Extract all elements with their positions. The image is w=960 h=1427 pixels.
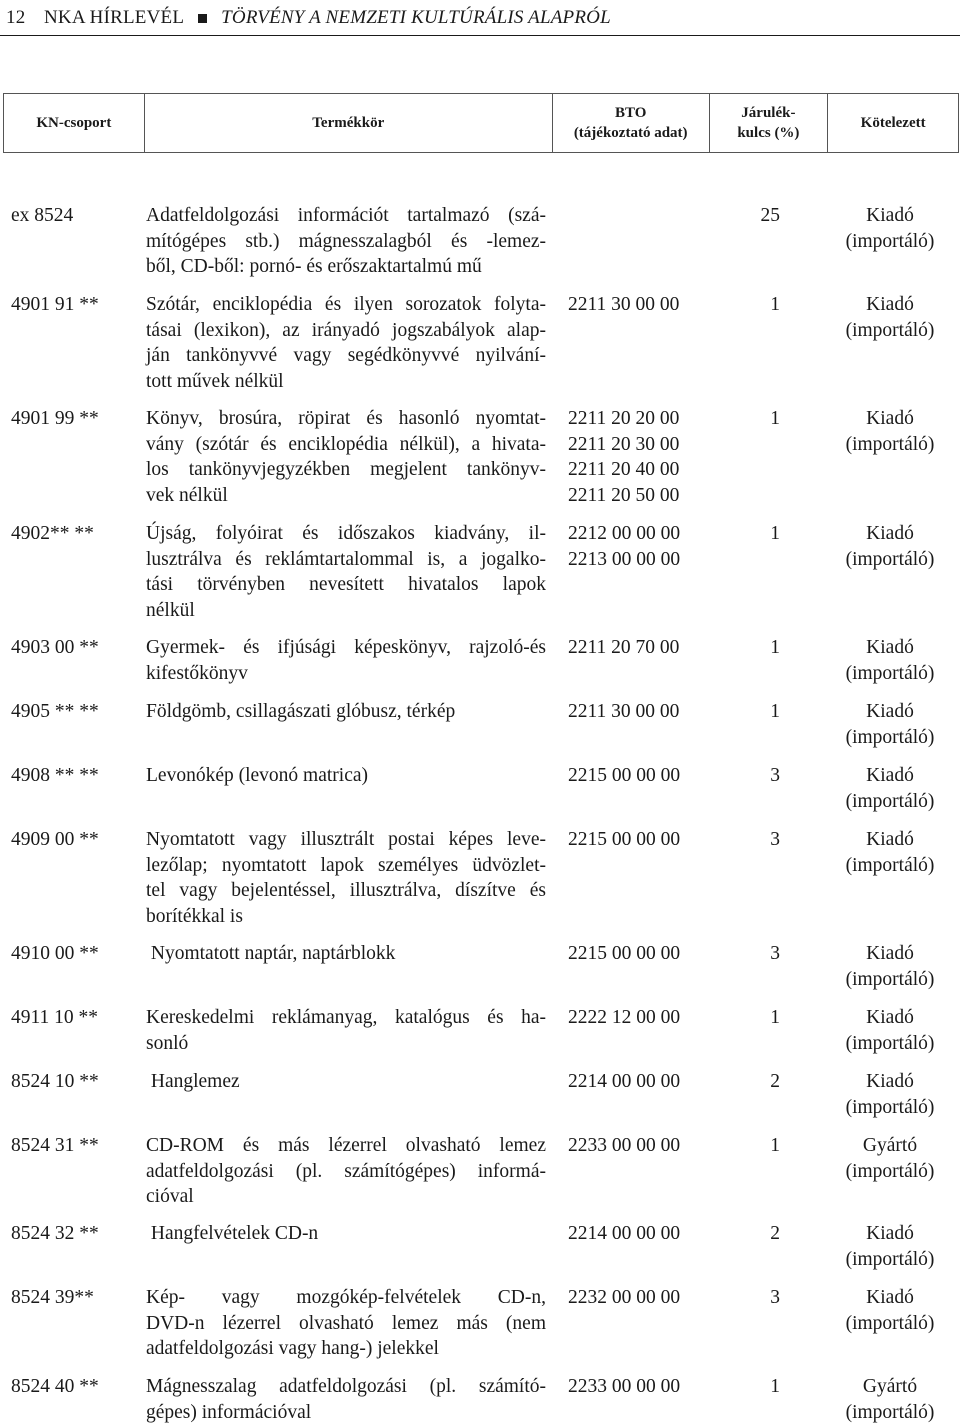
contribution-rate: 2	[770, 1071, 780, 1092]
col-termekkor: Termékkör	[145, 94, 553, 152]
obligated-party-line: Kiadó	[866, 829, 914, 850]
description-line: Mágnesszalag adatfeldolgozási (pl. számító-	[146, 1376, 546, 1397]
obligated-party-line: (importáló)	[845, 726, 935, 748]
kn-code: 8524 40 **	[11, 1376, 99, 1397]
obligated-party-line: Gyártó	[862, 1135, 918, 1156]
contribution-rate: 3	[770, 765, 780, 786]
bto-codes	[568, 521, 698, 572]
description-line: lusztrálva és reklámtartalommal is, a jogalko-	[146, 548, 546, 570]
description-line: Gyermek- és ifjúsági képeskönyv, rajzoló-és	[146, 637, 546, 658]
kn-code: ex 8524	[11, 205, 74, 226]
contribution-rate: 1	[770, 1135, 780, 1156]
bto-code: 2215 00 00 00	[568, 943, 681, 964]
product-description	[146, 1133, 546, 1210]
bto-code: 2232 00 00 00	[568, 1287, 681, 1308]
obligated-party	[820, 203, 960, 254]
description-line: borítékkal is	[146, 905, 243, 927]
obligated-party-line: (importáló)	[845, 1248, 935, 1270]
obligated-party	[820, 763, 960, 814]
description-line: Nyomtatott vagy illusztrált postai képes leve-	[146, 829, 546, 850]
bto-code: 2214 00 00 00	[568, 1223, 681, 1244]
description-line: tel vagy bejelentéssel, illusztrálva, díszítve és	[146, 880, 546, 901]
bto-codes	[568, 1221, 698, 1247]
description-line: vek nélkül	[146, 484, 228, 506]
contribution-rate: 1	[770, 701, 780, 722]
description-line: los tankönyvjegyzékben megjelent tankönyv-	[146, 459, 546, 480]
product-description	[146, 1374, 546, 1425]
obligated-party-line: Kiadó	[866, 1223, 914, 1244]
description-line: DVD-n lézerrel olvasható lemez más (nem	[146, 1312, 546, 1334]
product-description	[146, 635, 546, 686]
obligated-party	[820, 1069, 960, 1120]
description-line: gépes) információval	[146, 1401, 312, 1423]
obligated-party	[820, 292, 960, 343]
bto-codes	[568, 635, 698, 661]
header-divider	[0, 35, 960, 36]
product-description	[146, 406, 546, 508]
obligated-party-line: Kiadó	[866, 701, 914, 722]
obligated-party-line: (importáló)	[845, 1312, 935, 1334]
obligated-party-line: Gyártó	[862, 1376, 918, 1397]
description-line: tásai (lexikon), az irányadó jogszabályok alap-	[146, 319, 546, 341]
bto-code: 2233 00 00 00	[568, 1135, 681, 1156]
description-line: Levonókép (levonó matrica)	[146, 765, 368, 786]
bto-code: 2211 30 00 00	[568, 701, 680, 722]
kn-code: 4908 ** **	[11, 765, 99, 786]
bto-code: 2233 00 00 00	[568, 1376, 681, 1397]
contribution-rate: 3	[770, 1287, 780, 1308]
obligated-party-line: (importáló)	[845, 1401, 935, 1423]
obligated-party-line: Kiadó	[866, 523, 914, 544]
bto-code: 2211 20 40 00	[568, 459, 680, 480]
obligated-party	[820, 521, 960, 572]
kn-code: 4902** **	[11, 523, 94, 544]
description-line: Kép- vagy mozgókép-felvételek CD-n,	[146, 1287, 546, 1308]
obligated-party-line: (importáló)	[845, 854, 935, 876]
bto-codes	[568, 1133, 698, 1159]
running-header	[0, 0, 960, 36]
obligated-party	[820, 406, 960, 457]
kn-code: 4901 99 **	[11, 408, 99, 429]
col-bto	[553, 94, 710, 152]
contribution-rate: 25	[760, 205, 780, 226]
kn-code: 4911 10 **	[11, 1007, 99, 1028]
obligated-party-line: Kiadó	[866, 1071, 914, 1092]
bto-codes	[568, 406, 698, 508]
description-line: adatfeldolgozási vagy hang-) jelekkel	[146, 1338, 439, 1359]
square-bullet-icon	[198, 14, 207, 23]
bto-code: 2211 20 20 00	[568, 408, 680, 429]
obligated-party	[820, 1133, 960, 1184]
contribution-rate: 2	[770, 1223, 780, 1244]
product-description	[146, 292, 546, 394]
description-line: CD-ROM és más lézerrel olvasható lemez	[146, 1135, 546, 1156]
kn-code: 4903 00 **	[11, 637, 99, 658]
contribution-rate: 1	[770, 637, 780, 658]
bto-codes	[568, 1005, 698, 1031]
bto-codes	[568, 1285, 698, 1311]
kn-code: 8524 39**	[11, 1287, 94, 1308]
obligated-party	[820, 699, 960, 750]
description-line: ből, CD-ből: pornó- és erőszaktartalmú mű	[146, 256, 482, 277]
product-description	[146, 699, 546, 725]
product-description	[146, 203, 546, 280]
section-title: TÖRVÉNY A NEMZETI KULTÚRÁLIS ALAPRÓL	[221, 7, 611, 28]
col-jk-line2: kulcs (%)	[737, 125, 800, 141]
description-line: lezőlap; nyomtatott lapok személyes üdvözlet-	[146, 854, 546, 876]
description-line: mítógépes stb.) mágnesszalagból és -lemez-	[146, 230, 546, 252]
col-jk-line1: Járulék-	[741, 105, 796, 121]
obligated-party-line: (importáló)	[845, 433, 935, 455]
bto-code: 2222 12 00 00	[568, 1007, 681, 1028]
obligated-party-line: (importáló)	[845, 790, 935, 812]
obligated-party-line: (importáló)	[845, 1160, 935, 1182]
col-jarulekkulcs	[710, 94, 829, 152]
description-line: Földgömb, csillagászati glóbusz, térkép	[146, 701, 456, 722]
obligated-party-line: Kiadó	[866, 765, 914, 786]
bto-code: 2212 00 00 00	[568, 523, 681, 544]
description-line: Nyomtatott naptár, naptárblokk	[146, 943, 396, 964]
bto-codes	[568, 763, 698, 789]
product-description	[146, 763, 546, 789]
bto-code: 2211 30 00 00	[568, 294, 680, 315]
col-kn-csoport: KN-csoport	[4, 94, 145, 152]
col-kotelezett: Kötelezett	[860, 115, 926, 131]
obligated-party-line: (importáló)	[845, 319, 935, 341]
description-line: kifestőkönyv	[146, 662, 248, 684]
bto-codes	[568, 699, 698, 725]
obligated-party-line: Kiadó	[866, 294, 914, 315]
description-line: ján tankönyvvé vagy segédkönyvvé nyilvání-	[146, 345, 546, 366]
bto-codes	[568, 827, 698, 853]
bto-code: 2211 20 70 00	[568, 637, 680, 658]
description-line: tási törvényben nevesített hivatalos lapok	[146, 574, 546, 595]
obligated-party-line: (importáló)	[845, 230, 935, 252]
product-description	[146, 941, 546, 967]
kn-code: 8524 31 **	[11, 1135, 99, 1156]
bto-codes	[568, 1069, 698, 1095]
obligated-party	[820, 1374, 960, 1425]
obligated-party	[820, 1005, 960, 1056]
contribution-rate: 1	[770, 294, 780, 315]
contribution-rate: 3	[770, 829, 780, 850]
description-line: Hanglemez	[146, 1071, 240, 1092]
obligated-party-line: Kiadó	[866, 1007, 914, 1028]
contribution-rate: 1	[770, 1007, 780, 1028]
contribution-rate: 3	[770, 943, 780, 964]
publication-name: NKA HÍRLEVÉL	[44, 7, 185, 28]
description-line: Szótár, enciklopédia és ilyen sorozatok folyta-	[146, 294, 546, 315]
bto-codes	[568, 292, 698, 318]
description-line: tott művek nélkül	[146, 370, 284, 392]
obligated-party	[820, 827, 960, 878]
contribution-rate: 1	[770, 523, 780, 544]
bto-code: 2211 20 50 00	[568, 484, 680, 506]
kn-code: 4909 00 **	[11, 829, 99, 850]
obligated-party-line: Kiadó	[866, 1287, 914, 1308]
obligated-party-line: Kiadó	[866, 205, 914, 226]
bto-code: 2214 00 00 00	[568, 1071, 681, 1092]
obligated-party	[820, 1285, 960, 1336]
product-description	[146, 1005, 546, 1056]
product-description	[146, 1221, 546, 1247]
obligated-party-line: Kiadó	[866, 408, 914, 429]
description-line: Adatfeldolgozási információt tartalmazó (szá-	[146, 205, 546, 226]
kn-code: 4910 00 **	[11, 943, 99, 964]
obligated-party	[820, 1221, 960, 1272]
obligated-party	[820, 941, 960, 992]
product-description	[146, 1069, 546, 1095]
obligated-party-line: (importáló)	[845, 548, 935, 570]
description-line: Hangfelvételek CD-n	[146, 1223, 319, 1244]
description-line: cióval	[146, 1186, 194, 1207]
page-number: 12	[6, 7, 26, 28]
obligated-party-line: (importáló)	[845, 968, 935, 990]
obligated-party-line: Kiadó	[866, 943, 914, 964]
description-line: adatfeldolgozási (pl. számítógépes) informá-	[146, 1160, 546, 1182]
bto-codes	[568, 1374, 698, 1400]
table-header	[3, 93, 959, 153]
col-bto-line1: BTO	[614, 105, 647, 121]
description-line: Könyv, brosúra, röpirat és hasonló nyomtat-	[146, 408, 546, 429]
kn-code: 4905 ** **	[11, 701, 99, 722]
description-line: vány (szótár és enciklopédia nélkül), a hivata-	[146, 433, 546, 455]
description-line: Kereskedelmi reklámanyag, katalógus és ha-	[146, 1007, 546, 1028]
bto-code: 2213 00 00 00	[568, 548, 681, 570]
contribution-rate: 1	[770, 1376, 780, 1397]
kn-code: 8524 32 **	[11, 1223, 99, 1244]
obligated-party-line: (importáló)	[845, 1032, 935, 1054]
bto-code: 2215 00 00 00	[568, 829, 681, 850]
bto-code: 2215 00 00 00	[568, 765, 681, 786]
bto-code: 2211 20 30 00	[568, 433, 680, 455]
description-line: Újság, folyóirat és időszakos kiadvány, il-	[146, 523, 546, 544]
product-description	[146, 521, 546, 623]
obligated-party-line: Kiadó	[866, 637, 914, 658]
kn-code: 4901 91 **	[11, 294, 99, 315]
bto-codes	[568, 941, 698, 967]
description-line: sonló	[146, 1032, 189, 1054]
obligated-party-line: (importáló)	[845, 662, 935, 684]
product-description	[146, 1285, 546, 1362]
obligated-party-line: (importáló)	[845, 1096, 935, 1118]
product-description	[146, 827, 546, 929]
kn-code: 8524 10 **	[11, 1071, 99, 1092]
description-line: nélkül	[146, 599, 195, 621]
col-bto-line2: (tájékoztató adat)	[573, 125, 688, 141]
contribution-rate: 1	[770, 408, 780, 429]
obligated-party	[820, 635, 960, 686]
